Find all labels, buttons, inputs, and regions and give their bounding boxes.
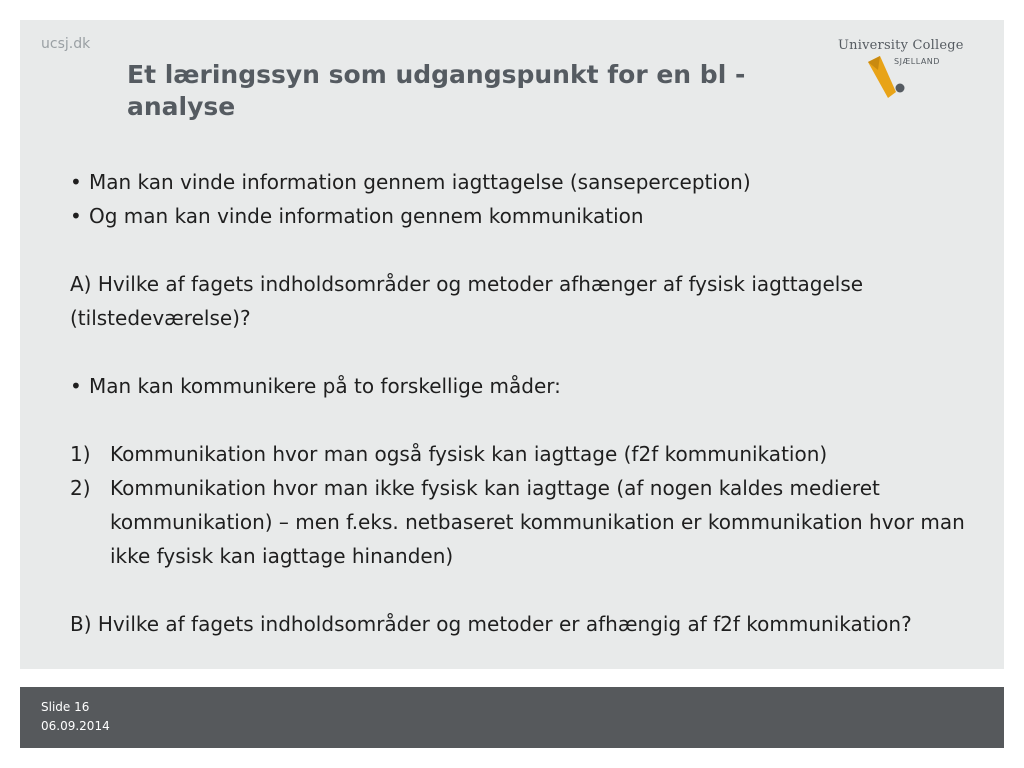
item-text: Kommunikation hvor man ikke fysisk kan iagttage (af nogen kaldes medieret kommunikation) – men f.eks. netbaseret kommunikation er kommunikation hvor man ikke fysisk kan iagttage hinanden) bbox=[110, 476, 965, 568]
question-a: A) Hvilke af fagets indholdsområder og metoder afhænger af fysisk iagttagelse (tilstedeværelse)? bbox=[70, 272, 864, 330]
slide-content bbox=[70, 165, 990, 641]
numbered-item bbox=[70, 437, 990, 471]
bullet-text: Og man kan vinde information gennem kommunikation bbox=[89, 204, 644, 228]
slide-title: Et læringssyn som udgangspunkt for en bl - analyse bbox=[127, 60, 746, 121]
university-logo bbox=[836, 36, 976, 106]
logo-name: University College bbox=[838, 38, 964, 53]
item-number: 2) bbox=[70, 476, 91, 500]
bullet-item bbox=[70, 199, 990, 233]
question-b: B) Hvilke af fagets indholdsområder og metoder er afhængig af f2f kommunikation? bbox=[70, 612, 912, 636]
bullet-text: Man kan vinde information gennem iagttagelse (sanseperception) bbox=[89, 170, 751, 194]
footer-bar bbox=[20, 687, 1004, 748]
slide-date: 06.09.2014 bbox=[41, 719, 110, 733]
bullet-icon: • bbox=[70, 374, 82, 398]
logo-subtitle: SJÆLLAND bbox=[894, 57, 940, 66]
bullet-icon: • bbox=[70, 170, 82, 194]
bullet-item bbox=[70, 369, 990, 403]
item-text: Kommunikation hvor man også fysisk kan iagttage (f2f kommunikation) bbox=[110, 442, 828, 466]
numbered-item bbox=[70, 471, 990, 573]
bullet-text: Man kan kommunikere på to forskellige måder: bbox=[89, 374, 561, 398]
slide-number: Slide 16 bbox=[41, 700, 90, 714]
item-number: 1) bbox=[70, 442, 91, 466]
site-url: ucsj.dk bbox=[41, 36, 91, 52]
bullet-icon: • bbox=[70, 204, 82, 228]
bullet-item bbox=[70, 165, 990, 199]
